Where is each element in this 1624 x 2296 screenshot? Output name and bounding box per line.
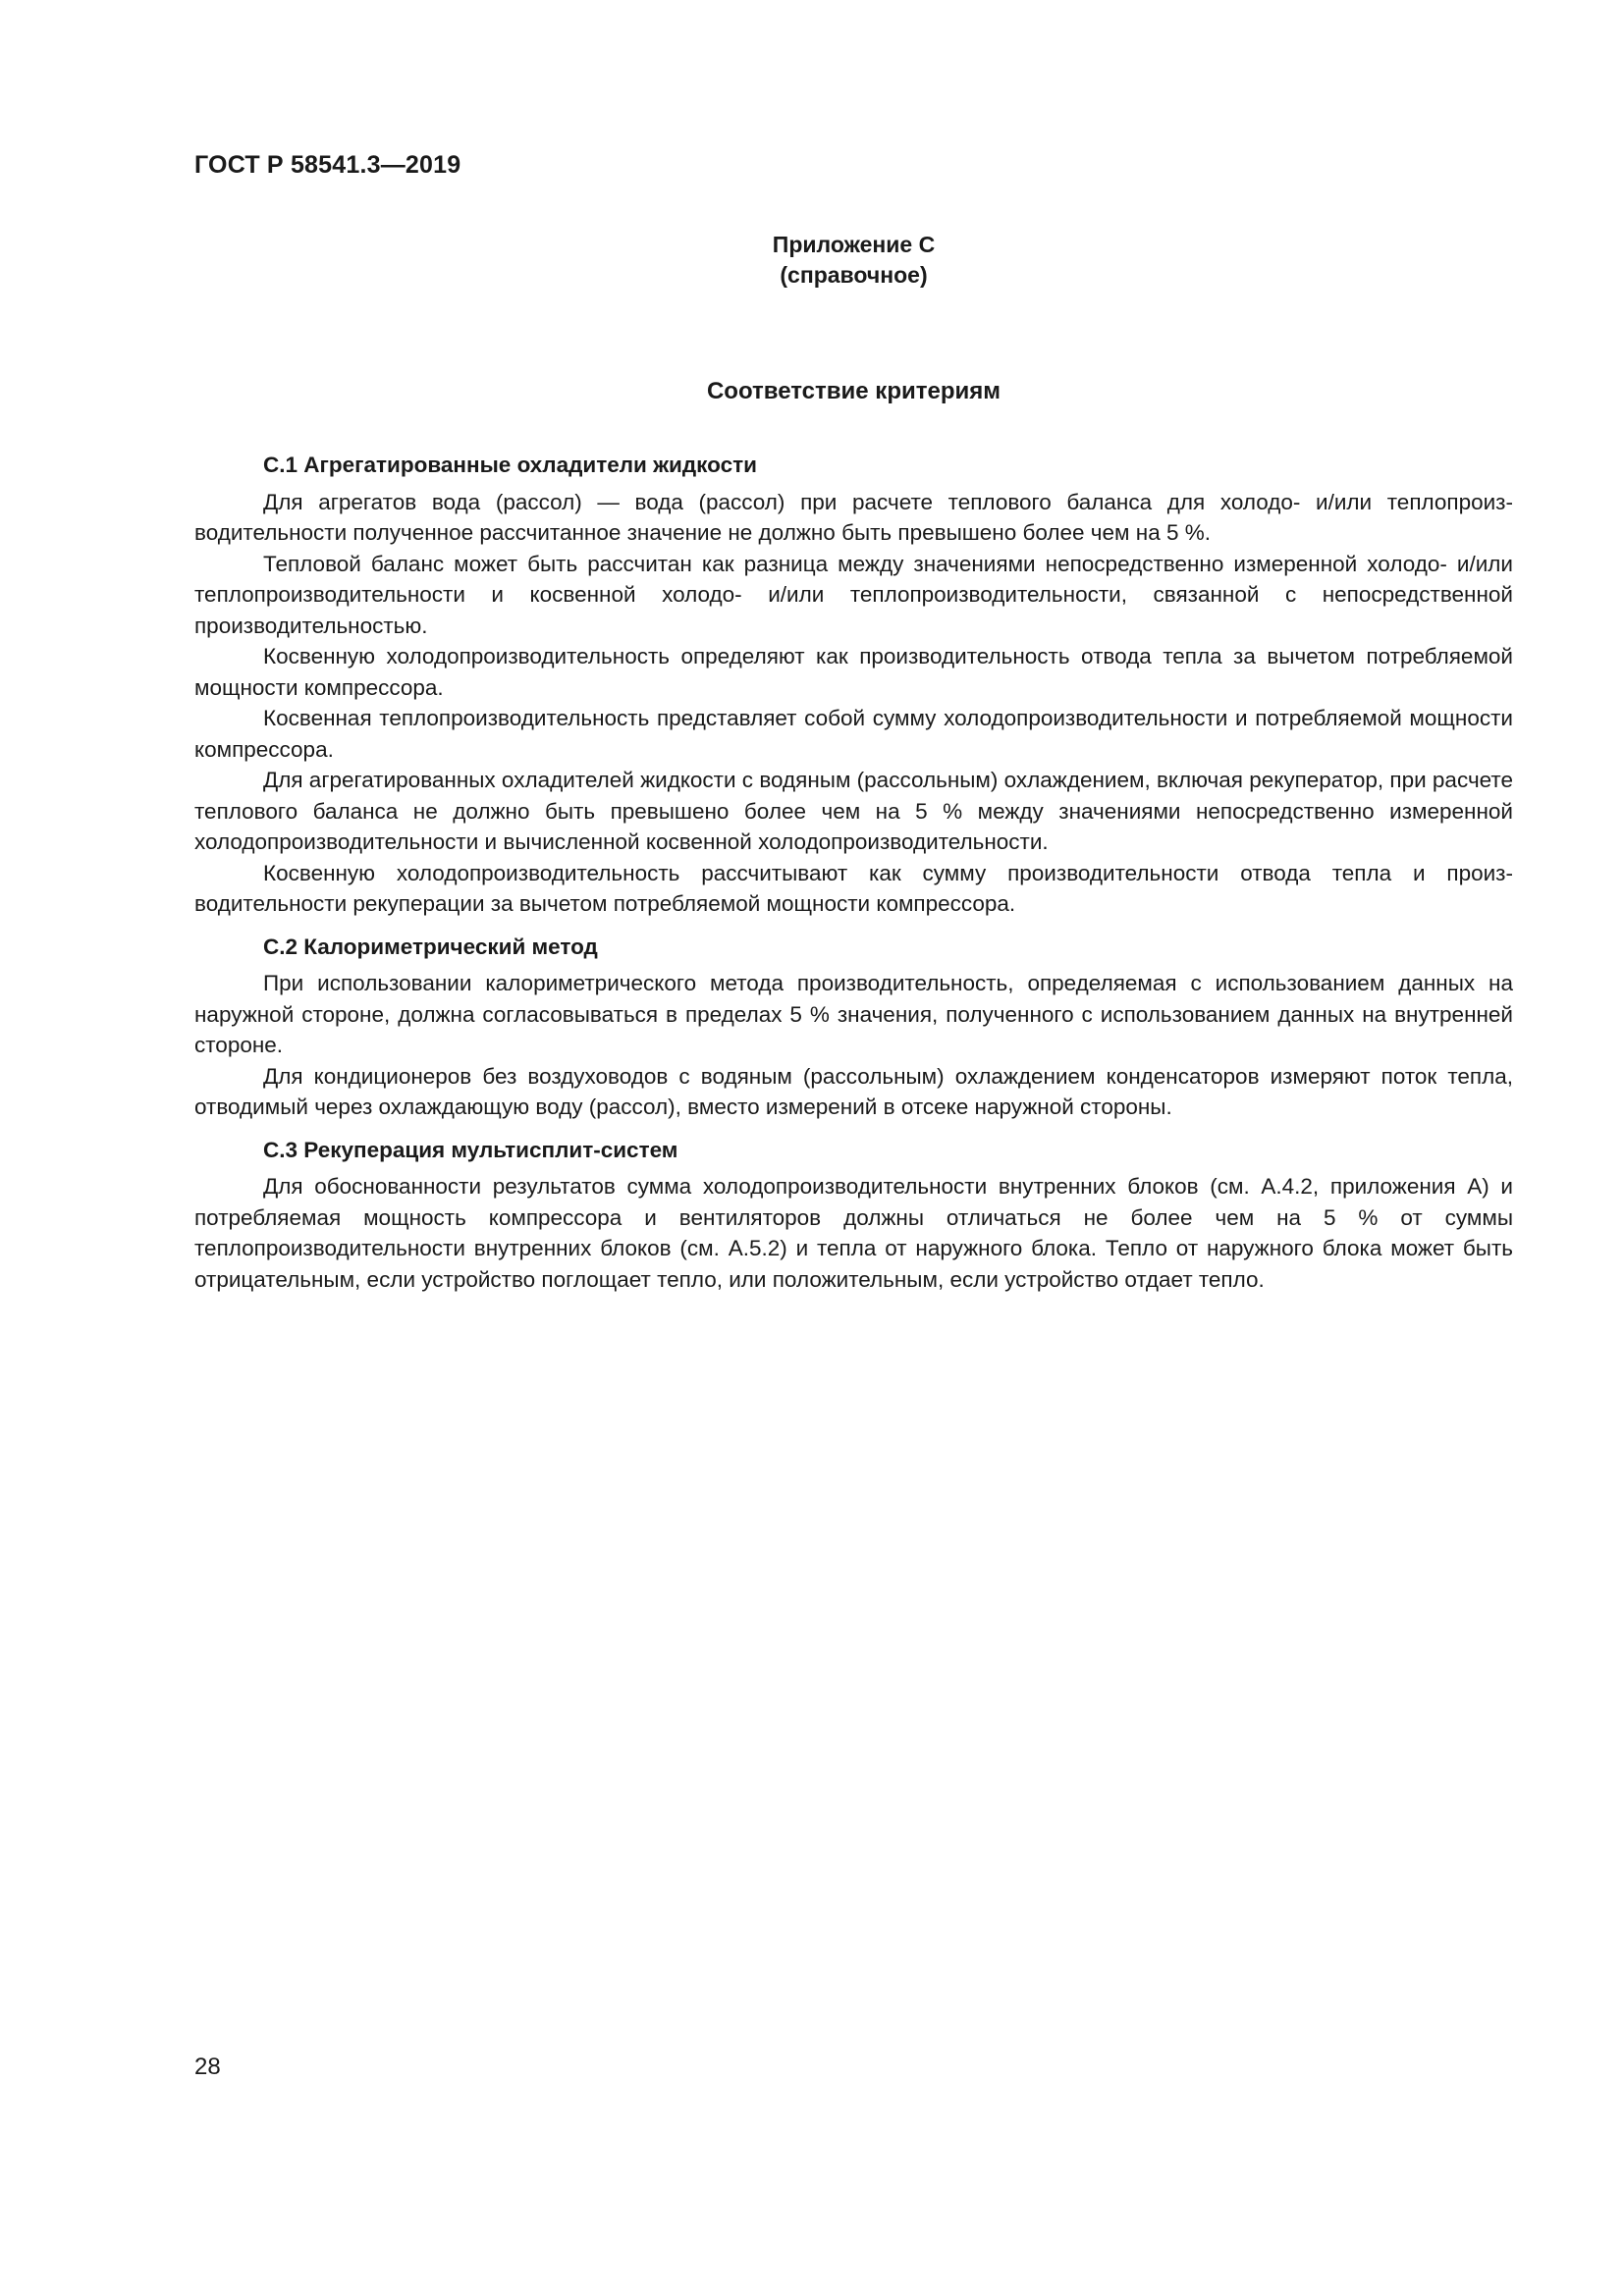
paragraph: Для обоснованности результатов сумма холодопроизводительности внутренних блоков (см. А.4.2, приложения А) и потребляемая мощность компрессора и вентиляторов должны отличаться не более чем на 5 % от суммы теплопроизводительности внутренних блоков (см. А.5.2) и тепла от наружного блока. Тепло от наружного блока может быть отрицательным, если устройство поглощает тепло, или положительным, если устройство отдает тепло. [194,1174,1513,1292]
section-c1 [194,450,1513,920]
section-heading: С.3 Рекуперация мультисплит-систем [263,1137,678,1162]
section-heading: С.2 Калориметрический метод [263,934,598,959]
section-c3 [194,1135,1513,1296]
paragraph: Тепловой баланс может быть рассчитан как разница между значениями непосредственно измеренной холодо- и/или теплопроизводительности и косвенной холодо- и/или теплопроизводительности, связанной с непосредственной производительностью. [194,551,1513,638]
paragraph: Косвенную холодопроизводительность определяют как производительность отвода тепла за вычетом потребляемой мощности компрессора. [194,644,1513,700]
section-c2 [194,932,1513,1123]
page-number: 28 [194,2054,221,2080]
paragraph: Косвенную холодопроизводительность рассчитывают как сумму производительности отвода тепла и производительности рекуперации за вычетом потребляемой мощности компрессора. [194,860,1513,916]
document-body [194,450,1513,1295]
paragraph: Для агрегатов вода (рассол) — вода (рассол) при расчете теплового баланса для холодо- и/или теплопроизводительности полученное рассчитанное значение не должно быть превышено более чем на 5 %. [194,489,1513,545]
appendix-heading [194,230,1513,291]
section-heading: С.1 Агрегатированные охладители жидкости [263,453,757,477]
appendix-label: Приложение С [772,232,936,257]
paragraph: Для кондиционеров без воздуховодов с водяным (рассольным) охлаждением конденсаторов измеряют поток тепла, отводимый через охлаждающую воду (рассол), вместо измерений в отсеке наружной стороны. [194,1063,1513,1119]
paragraph: Косвенная теплопроизводительность представляет собой сумму холодопроизводительности и потребляемой мощности компрессора. [194,706,1513,762]
paragraph: При использовании калориметрического метода производительность, определяемая с использованием данных на наружной стороне, должна согласовываться в пределах 5 % значения, полученного с использованием данных на внутренней стороне. [194,971,1513,1057]
paragraph: Для агрегатированных охладителей жидкости с водяным (рассольным) охлаждением, включая рекуператор, при расчете теплового баланса не должно быть превышено более чем на 5 % между значениями непосредственно измеренной холодопроизводительности и вычисленной косвенной холодопроизводительности. [194,768,1513,854]
appendix-type: (справочное) [780,262,928,288]
document-title: Соответствие критериям [706,378,1001,404]
standard-code: ГОСТ Р 58541.3—2019 [194,151,461,179]
